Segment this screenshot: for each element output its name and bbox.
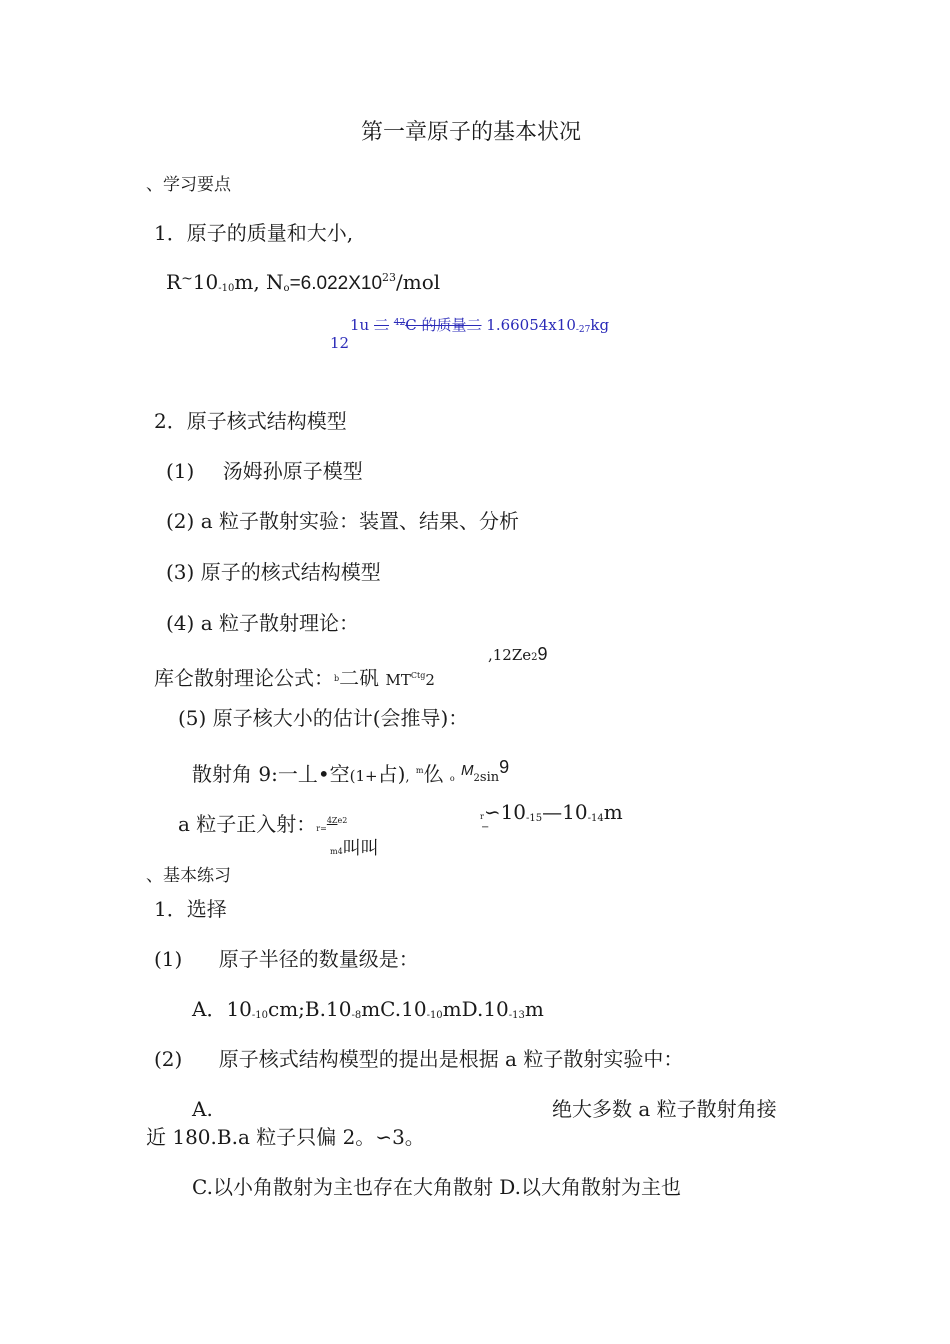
incident-r-g: m [603, 800, 623, 824]
angle-c: 占) [377, 762, 406, 786]
formula-atomic-mass-unit [350, 316, 609, 336]
formula-avogadro: =6.022X10 [289, 273, 383, 294]
incident-r-e: —10 [542, 800, 588, 824]
amu-value: 1.66054x10 [486, 316, 576, 334]
formula-tilde: ~ [181, 271, 193, 287]
coulomb-f: 2 [425, 671, 435, 689]
sub-item-2-number: (2) [166, 509, 195, 533]
incident-r-d: -15 [526, 813, 543, 824]
item-atom-mass-size: 1．原子的质量和大小, [154, 221, 354, 245]
option-b: cm;B.10 [268, 997, 352, 1021]
option-a: A．10 [192, 997, 252, 1021]
sub-item-3-number: (3) [166, 560, 195, 584]
question-1-1 [154, 947, 419, 971]
sub-item-4 [166, 611, 359, 635]
coulomb-label: 库仑散射理论公式： [154, 666, 334, 690]
formula-r-symbol: R [166, 270, 182, 294]
angle-a: 散射角 9:一丄•空 [192, 762, 350, 786]
sub-item-3-text: 原子的核式结构模型 [200, 560, 381, 584]
formula-exponent: -10 [218, 283, 235, 294]
formula-atom-radius [166, 270, 440, 296]
formula-unit: /mol [396, 270, 441, 294]
question-1-2 [154, 1047, 683, 1071]
coulomb-top-a: ,12Ze [488, 646, 532, 664]
coulomb-b: b [334, 674, 340, 683]
question-1-heading: 1．选择 [154, 897, 227, 921]
amu-exponent: -27 [575, 325, 591, 335]
incident-range [480, 800, 623, 825]
question-1-2-option-b: 近 180.B.a 粒子只偏 2。∽3。 [146, 1125, 425, 1149]
angle-k: 9 [499, 757, 510, 777]
angle-e: m [415, 766, 424, 775]
sub-item-1 [166, 459, 363, 483]
formula-ten: 10 [192, 270, 219, 294]
incident-d: e [337, 816, 343, 825]
sub-item-3 [166, 560, 381, 584]
formula-subscript-o: o [283, 283, 290, 294]
angle-i: 2 [473, 773, 480, 784]
incident-formula [178, 812, 347, 836]
sub-item-5 [178, 706, 468, 730]
coulomb-formula [154, 666, 435, 690]
scattering-angle-formula [192, 757, 509, 786]
angle-h: M [461, 762, 474, 779]
coulomb-e: Ctg [410, 671, 426, 680]
sub-item-4-number: (4) [166, 611, 195, 635]
incident-g: 叫叫 [342, 838, 379, 859]
formula-meter: m, N [234, 270, 284, 294]
amu-equals: 二 [374, 316, 390, 334]
option-d: mD.10 [442, 997, 509, 1021]
question-1-1-text: 原子半径的数量级是： [218, 947, 419, 971]
sub-item-1-number: (1) [166, 459, 195, 483]
coulomb-c: 二矾 [339, 666, 380, 690]
item-nuclear-model: 2．原子核式结构模型 [154, 409, 347, 433]
question-1-2-option-a-label: A. [192, 1097, 213, 1121]
sub-item-4-text: a 粒子散射理论： [200, 611, 359, 635]
incident-r-dash: − [481, 822, 490, 833]
incident-r-f: -14 [587, 813, 604, 824]
option-c: mC.10 [361, 997, 427, 1021]
sub-item-2-text: a 粒子散射实验：装置、结果、分析 [200, 509, 519, 533]
incident-denominator [330, 838, 379, 860]
section-heading-key-points: 、学习要点 [146, 175, 231, 195]
coulomb-formula-top [488, 644, 548, 666]
incident-c: 4Z [326, 816, 338, 825]
amu-denominator: 12 [330, 334, 350, 352]
option-c-exp: -10 [426, 1010, 443, 1021]
chapter-title: 第一章原子的基本状况 [361, 120, 582, 145]
incident-b: r= [316, 824, 327, 833]
option-b-exp: -8 [351, 1010, 362, 1021]
formula-avogadro-exponent: 23 [382, 271, 397, 284]
option-d-unit: m [524, 997, 544, 1021]
question-1-1-options [192, 997, 544, 1022]
angle-d: , [405, 770, 410, 785]
incident-r-c: ∽10 [483, 800, 527, 824]
sub-item-5-text: 原子核大小的估计(会推导)： [212, 706, 469, 730]
angle-f: 仫 [423, 762, 444, 786]
section-heading-basic-exercises: 、基本练习 [146, 866, 231, 886]
option-a-exp: -10 [251, 1010, 269, 1021]
option-d-exp: -13 [508, 1010, 525, 1021]
incident-r-a: r [480, 812, 484, 821]
question-1-2-text: 原子核式结构模型的提出是根据 a 粒子散射实验中： [218, 1047, 684, 1071]
question-1-2-number: (2) [154, 1047, 183, 1071]
coulomb-top-b: 2 [531, 652, 538, 663]
incident-e: 2 [342, 816, 348, 825]
sub-item-5-number: (5) [178, 706, 207, 730]
incident-f: m4 [330, 847, 343, 856]
angle-g: o [449, 774, 455, 783]
amu-unit: kg [590, 316, 610, 334]
sub-item-2 [166, 509, 519, 533]
amu-carbon-mass: C 的质量二 [405, 316, 482, 334]
angle-b: (1+ [349, 767, 378, 785]
question-1-2-option-a-text: 绝大多数 a 粒子散射角接 [552, 1097, 777, 1121]
question-1-2-option-cd: C.以小角散射为主也存在大角散射 D.以大角散射为主也 [192, 1175, 681, 1199]
amu-carbon-sup: 42 [393, 318, 406, 328]
question-1-1-number: (1) [154, 947, 183, 971]
sub-item-1-text: 汤姆孙原子模型 [222, 459, 363, 483]
coulomb-d: MT [385, 671, 411, 689]
coulomb-top-c: 9 [537, 644, 548, 664]
angle-j: sin [479, 770, 500, 785]
incident-a: a 粒子正入射： [178, 812, 317, 836]
amu-label: 1u [350, 316, 370, 334]
